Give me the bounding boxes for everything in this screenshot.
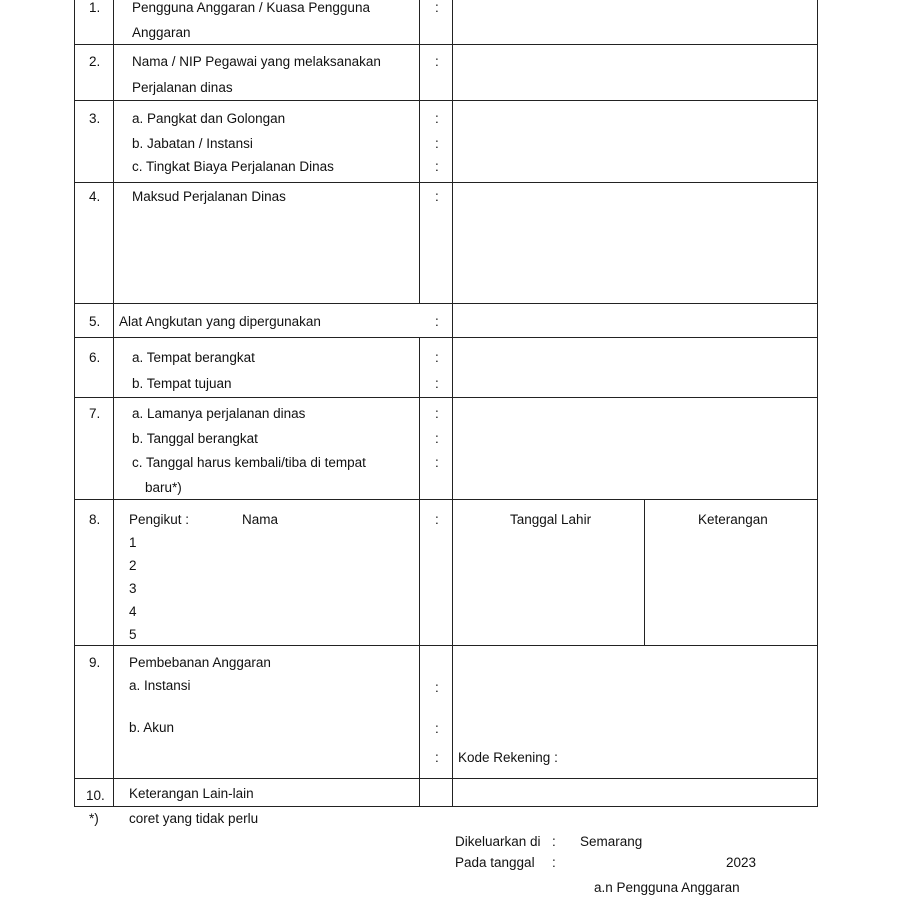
row-label: Keterangan Lain-lain <box>129 786 254 801</box>
dikeluarkan-value: Semarang <box>580 834 643 849</box>
row-number: 8. <box>89 512 101 527</box>
row-label: Maksud Perjalanan Dinas <box>132 189 286 204</box>
colon: : <box>435 314 439 329</box>
row-divider <box>74 778 818 779</box>
colon: : <box>435 512 439 527</box>
row-label: c. Tingkat Biaya Perjalanan Dinas <box>132 159 334 174</box>
colon: : <box>435 406 439 421</box>
row-number: 5. <box>89 314 101 329</box>
pengikut-item: 3 <box>129 581 137 596</box>
row-label: b. Akun <box>129 720 175 735</box>
row-label: b. Tanggal berangkat <box>132 431 258 446</box>
row-label: b. Jabatan / Instansi <box>132 136 253 151</box>
row-number: 4. <box>89 189 101 204</box>
row-label: Nama / NIP Pegawai yang melaksanakan <box>132 54 381 69</box>
row-divider <box>74 182 818 183</box>
tanggal-label: Pada tanggal <box>455 855 535 870</box>
footnote-mark: *) <box>89 811 99 826</box>
row-divider <box>74 337 818 338</box>
row-number: 1. <box>89 0 101 15</box>
colon: : <box>435 750 439 765</box>
nama-header: Nama <box>242 512 279 527</box>
footnote-text: coret yang tidak perlu <box>129 811 259 826</box>
pengikut-item: 4 <box>129 604 137 619</box>
row-label: a. Tempat berangkat <box>132 350 255 365</box>
row-label: Pengguna Anggaran / Kuasa Pengguna <box>132 0 370 15</box>
colon: : <box>435 376 439 391</box>
colon: : <box>435 189 439 204</box>
row-divider <box>74 100 818 101</box>
year-value: 2023 <box>726 855 757 870</box>
number-column-border <box>113 0 114 807</box>
row-label-continued: Anggaran <box>132 25 191 40</box>
kode-rekening-label: Kode Rekening : <box>458 750 558 765</box>
row-divider <box>74 645 818 646</box>
row-label: Alat Angkutan yang dipergunakan <box>119 314 321 329</box>
dikeluarkan-label: Dikeluarkan di <box>455 834 541 849</box>
colon: : <box>435 136 439 151</box>
colon: : <box>435 680 439 695</box>
colon: : <box>435 350 439 365</box>
table-left-border <box>74 0 75 807</box>
row-number: 6. <box>89 350 101 365</box>
row-label: a. Lamanya perjalanan dinas <box>132 406 306 421</box>
tanggal-lahir-header: Tanggal Lahir <box>510 512 592 527</box>
label-column-border <box>419 0 420 303</box>
row-label-continued: baru*) <box>145 480 182 495</box>
row-number: 9. <box>89 655 101 670</box>
colon: : <box>435 54 439 69</box>
row-divider <box>74 44 818 45</box>
colon: : <box>435 431 439 446</box>
colon: : <box>435 111 439 126</box>
row-label: a. Pangkat dan Golongan <box>132 111 286 126</box>
colon: : <box>435 455 439 470</box>
row-label: b. Tempat tujuan <box>132 376 232 391</box>
row-number: 3. <box>89 111 101 126</box>
row-label: Pembebanan Anggaran <box>129 655 271 670</box>
row-divider <box>74 397 818 398</box>
row-divider <box>74 499 818 500</box>
pengikut-item: 5 <box>129 627 137 642</box>
pengikut-item: 1 <box>129 535 137 550</box>
an-pengguna-anggaran: a.n Pengguna Anggaran <box>594 880 740 895</box>
colon: : <box>552 834 556 849</box>
colon-column-border <box>452 0 453 807</box>
colon: : <box>435 159 439 174</box>
pengikut-item: 2 <box>129 558 137 573</box>
row-number: 7. <box>89 406 101 421</box>
row-number: 2. <box>89 54 101 69</box>
colon: : <box>552 855 556 870</box>
label-column-border <box>419 337 420 807</box>
row-number: 10. <box>86 788 105 803</box>
table-bottom-border <box>74 806 818 807</box>
table-right-border <box>817 0 818 807</box>
pengikut-label: Pengikut : <box>129 512 190 527</box>
colon: : <box>435 0 439 15</box>
row-label: a. Instansi <box>129 678 191 693</box>
pengikut-column-border <box>644 499 645 645</box>
row-label: c. Tanggal harus kembali/tiba di tempat <box>132 455 366 470</box>
keterangan-header: Keterangan <box>698 512 768 527</box>
colon: : <box>435 721 439 736</box>
row-divider <box>74 303 818 304</box>
row-label-continued: Perjalanan dinas <box>132 80 233 95</box>
